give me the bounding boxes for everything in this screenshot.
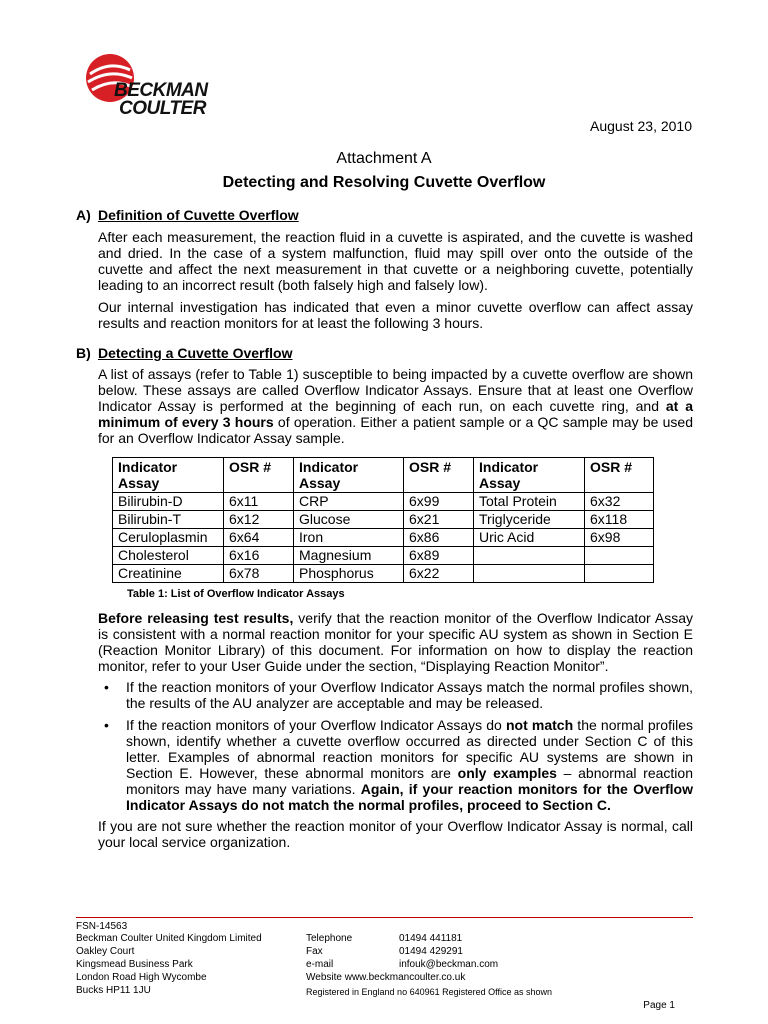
contact-labels: Telephone Fax e-mail <box>306 933 353 970</box>
table-cell: Cholesterol <box>113 547 224 565</box>
beckman-coulter-logo <box>84 52 244 122</box>
table-cell: 6x21 <box>404 511 474 529</box>
table-cell: Bilirubin-T <box>113 511 224 529</box>
table-header-row <box>113 458 654 493</box>
column-header: OSR # <box>404 458 474 493</box>
website: Website www.beckmancoulter.co.uk <box>306 972 466 983</box>
column-header: Indicator Assay <box>113 458 224 493</box>
table-cell: 6x99 <box>404 493 474 511</box>
table-cell: Total Protein <box>474 493 585 511</box>
column-header: OSR # <box>224 458 294 493</box>
registration-info: Registered in England no 640961 Registered Office as shown <box>306 987 552 997</box>
bullet-list <box>98 679 693 819</box>
table-cell: 6x118 <box>585 511 654 529</box>
table-cell: Triglyceride <box>474 511 585 529</box>
table-cell: 6x11 <box>224 493 294 511</box>
table-cell: 6x86 <box>404 529 474 547</box>
table-cell: 6x16 <box>224 547 294 565</box>
table-cell: 6x89 <box>404 547 474 565</box>
section-b-paragraph-1: A list of assays (refer to Table 1) susceptible to being impacted by a cuvette overflow are shown below. These assays are called Overflow Indicator Assays. Ensure that at least one Overflow Indicator Assay is performed at the beginning of each run, on each cuvette ring, and at a minimum of every 3 hours of operation. Either a patient sample or a QC sample may be used for an Overflow Indicator Assay sample. <box>98 366 693 446</box>
table-cell: 6x98 <box>585 529 654 547</box>
column-header: Indicator Assay <box>474 458 585 493</box>
section-a-heading: A) Definition of Cuvette Overflow <box>76 207 299 223</box>
indicator-assays-table <box>112 457 654 583</box>
table-cell: CRP <box>294 493 404 511</box>
table-cell <box>585 547 654 565</box>
bullet-icon: • <box>104 717 109 733</box>
fsn-number: FSN-14563 <box>76 921 128 932</box>
column-header: OSR # <box>585 458 654 493</box>
table-cell <box>474 565 585 583</box>
table-cell: Creatinine <box>113 565 224 583</box>
footer-divider <box>76 917 693 918</box>
table-cell: Glucose <box>294 511 404 529</box>
table-cell: Phosphorus <box>294 565 404 583</box>
attachment-title: Attachment A <box>336 150 432 167</box>
section-a-paragraph-1: After each measurement, the reaction fluid in a cuvette is aspirated, and the cuvette is washed and dried. In the case of a system malfunction, fluid may spill over onto the outside of the cuvette and affect the next measurement in that cuvette or a neighboring cuvette, potentially leading to an incorrect result (both falsely high and falsely low). <box>98 229 693 293</box>
contact-values: 01494 441181 01494 429291 infouk@beckman.com <box>399 933 499 970</box>
table-cell <box>585 565 654 583</box>
table-cell: Ceruloplasmin <box>113 529 224 547</box>
section-b-paragraph-2: Before releasing test results, verify that the reaction monitor of the Overflow Indicator Assay is consistent with a normal reaction monitor for your specific AU system as shown in Section E (Reaction Monitor Library) of this document. For information on how to display the reaction monitor, refer to your User Guide under the section, “Displaying Reaction Monitor”. <box>98 610 693 674</box>
table-cell: 6x78 <box>224 565 294 583</box>
column-header: Indicator Assay <box>294 458 404 493</box>
table-cell: Magnesium <box>294 547 404 565</box>
table-cell: 6x64 <box>224 529 294 547</box>
company-address: Beckman Coulter United Kingdom Limited Oakley Court Kingsmead Business Park London Road High Wycombe Bucks HP11 1JU <box>76 933 262 996</box>
table-row <box>113 493 654 511</box>
table-row <box>113 529 654 547</box>
table-cell: Iron <box>294 529 404 547</box>
document-title: Detecting and Resolving Cuvette Overflow <box>222 174 546 191</box>
table-cell: 6x32 <box>585 493 654 511</box>
list-item: • If the reaction monitors of your Overflow Indicator Assays do not match the normal profiles shown, identify whether a cuvette overflow occurred as directed under Section C of this letter. Examples of abnormal reaction monitors for specific AU systems are shown in Section E. However, these abnormal monitors are only examples – abnormal reaction monitors may have many variations. Again, if your reaction monitors for the Overflow Indicator Assays do not match the normal profiles, proceed to Section C. <box>104 717 693 813</box>
table-cell: Uric Acid <box>474 529 585 547</box>
table-row <box>113 547 654 565</box>
table-cell: Bilirubin-D <box>113 493 224 511</box>
table-cell: 6x22 <box>404 565 474 583</box>
table-cell <box>474 547 585 565</box>
section-b-heading: B) Detecting a Cuvette Overflow <box>76 345 293 361</box>
section-b-paragraph-3: If you are not sure whether the reaction monitor of your Overflow Indicator Assay is normal, call your local service organization. <box>98 818 693 850</box>
table-cell: 6x12 <box>224 511 294 529</box>
logo-wordmark: BECKMAN COULTER <box>114 80 208 119</box>
table-row <box>113 565 654 583</box>
bullet-icon: • <box>104 679 109 695</box>
section-a-paragraph-2: Our internal investigation has indicated that even a minor cuvette overflow can affect assay results and reaction monitors for at least the following 3 hours. <box>98 299 693 331</box>
table-row <box>113 511 654 529</box>
page-number: Page 1 <box>643 1000 675 1011</box>
table-caption: Table 1: List of Overflow Indicator Assays <box>127 588 345 600</box>
letter-date: August 23, 2010 <box>590 118 692 134</box>
list-item: • If the reaction monitors of your Overflow Indicator Assays match the normal profiles shown, the results of the AU analyzer are acceptable and may be released. <box>104 679 693 711</box>
